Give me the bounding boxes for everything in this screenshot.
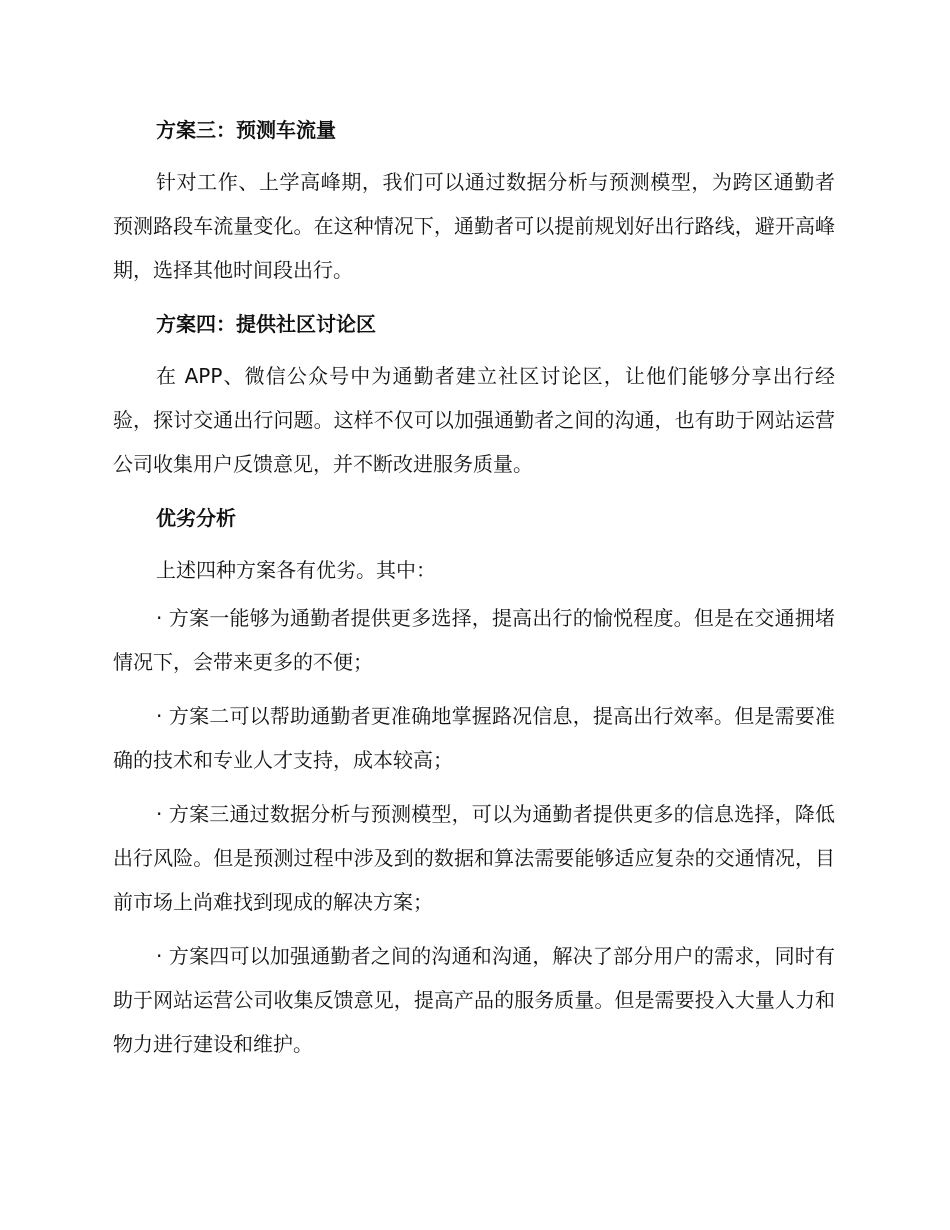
section4-heading: 方案四：提供社区讨论区 [156, 312, 376, 336]
analysis-bullet-1: · 方案一能够为通勤者提供更多选择，提高出行的愉悦程度。但是在交通拥堵情况下，会带来更多的不便； [113, 606, 835, 674]
analysis-heading: 优劣分析 [156, 506, 236, 530]
analysis-bullet-4: · 方案四可以加强通勤者之间的沟通和沟通，解决了部分用户的需求，同时有助于网站运营公司收集反馈意见，提高产品的服务质量。但是需要投入大量人力和物力进行建设和维护。 [113, 944, 835, 1056]
document-content [113, 112, 835, 1076]
analysis-bullet-3: · 方案三通过数据分析与预测模型，可以为通勤者提供更多的信息选择，降低出行风险。但是预测过程中涉及到的数据和算法需要能够适应复杂的交通情况，目前市场上尚难找到现成的解决方案； [113, 802, 835, 914]
analysis-bullet-2: · 方案二可以帮助通勤者更准确地掌握路况信息，提高出行效率。但是需要准确的技术和专业人才支持，成本较高； [113, 704, 835, 772]
section3-body: 针对工作、上学高峰期，我们可以通过数据分析与预测模型，为跨区通勤者预测路段车流量变化。在这种情况下，通勤者可以提前规划好出行路线，避开高峰期，选择其他时间段出行。 [113, 170, 835, 282]
section3-heading: 方案三：预测车流量 [156, 118, 336, 142]
section4-body: 在 APP、微信公众号中为通勤者建立社区讨论区，让他们能够分享出行经验，探讨交通出行问题。这样不仅可以加强通勤者之间的沟通，也有助于网站运营公司收集用户反馈意见，并不断改进服务质量。 [113, 364, 835, 476]
analysis-intro: 上述四种方案各有优劣。其中： [156, 558, 436, 582]
